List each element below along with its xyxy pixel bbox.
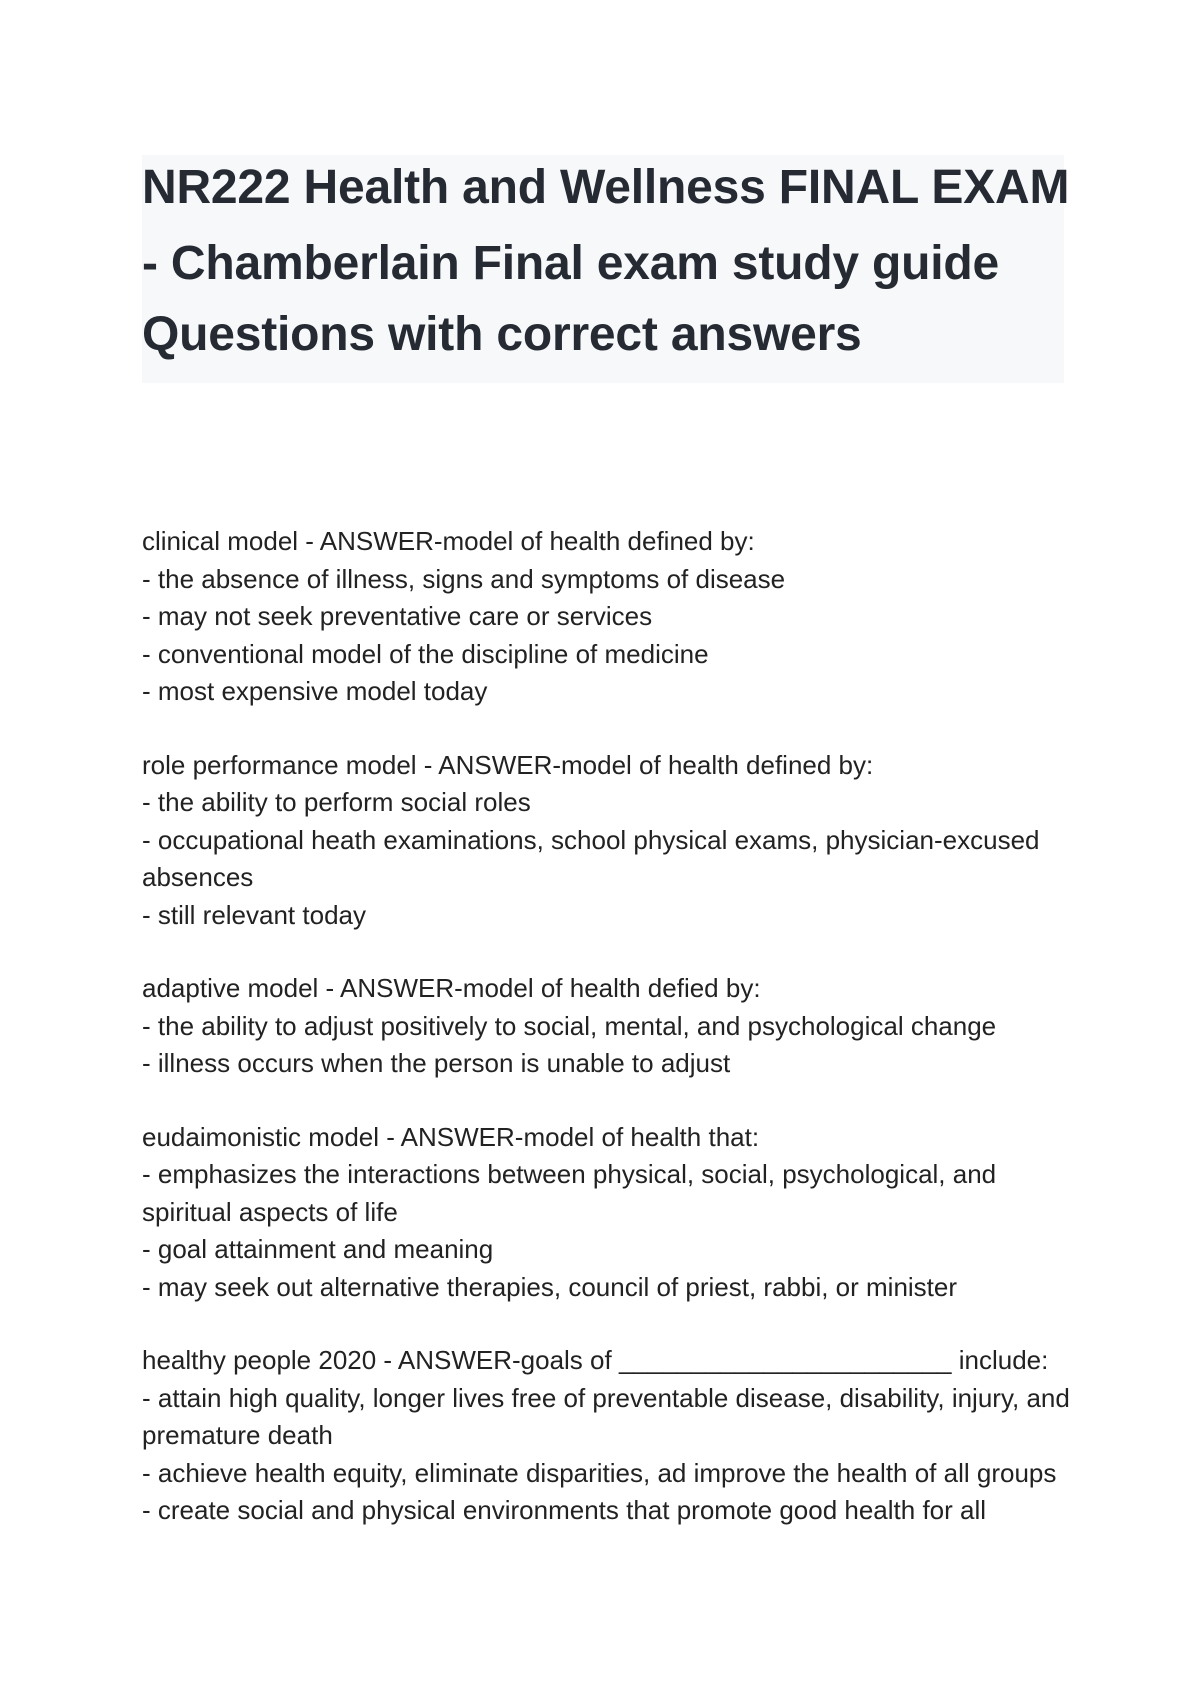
entry-line: - the ability to adjust positively to social, mental, and psychological change: [142, 1010, 997, 1041]
entry-line: - emphasizes the interactions between physical, social, psychological, and: [142, 1159, 997, 1189]
entry-line: - occupational heath examinations, school physical exams, physician-excused: [142, 824, 1040, 855]
entry-line: - may seek out alternative therapies, council of priest, rabbi, or minister: [142, 1271, 958, 1302]
entry-line: - attain high quality, longer lives free of preventable disease, disability, injury, and: [142, 1382, 1070, 1413]
entry-line: - achieve health equity, eliminate disparities, ad improve the health of all groups: [142, 1457, 1057, 1488]
qa-entry-role-performance-model: [142, 747, 1082, 935]
entry-line: healthy people 2020 - ANSWER-goals of _______________________ include:: [142, 1345, 1049, 1375]
entry-line: - illness occurs when the person is unable to adjust: [142, 1048, 731, 1078]
entry-line: - most expensive model today: [142, 676, 488, 706]
page-title-line-2: - Chamberlain Final exam study guide: [142, 237, 999, 290]
entry-line: absences: [142, 862, 254, 892]
qa-entry-eudaimonistic-model: [142, 1119, 1082, 1307]
entry-line: premature death: [142, 1420, 333, 1450]
qa-entry-clinical-model: [142, 523, 1082, 711]
entry-line: - conventional model of the discipline of medicine: [142, 638, 709, 669]
entry-line: eudaimonistic model - ANSWER-model of health that:: [142, 1121, 760, 1152]
page-title-line-1: NR222 Health and Wellness FINAL EXAM: [142, 161, 1070, 214]
title-block: [142, 155, 1070, 383]
entry-line: - goal attainment and meaning: [142, 1234, 494, 1264]
document-body: [142, 523, 1082, 1566]
entry-line: - may not seek preventative care or services: [142, 601, 653, 631]
entry-line: - still relevant today: [142, 899, 366, 930]
entry-line: adaptive model - ANSWER-model of health defied by:: [142, 973, 761, 1003]
qa-entry-healthy-people-2020: [142, 1342, 1082, 1530]
page-title-line-3: Questions with correct answers: [142, 308, 862, 361]
qa-entry-adaptive-model: [142, 970, 1082, 1083]
entry-line: spiritual aspects of life: [142, 1196, 398, 1227]
entry-line: - create social and physical environments that promote good health for all: [142, 1495, 987, 1525]
entry-line: - the ability to perform social roles: [142, 787, 531, 817]
entry-line: clinical model - ANSWER-model of health defined by:: [142, 526, 755, 556]
entry-line: role performance model - ANSWER-model of health defined by:: [142, 749, 874, 780]
entry-line: - the absence of illness, signs and symptoms of disease: [142, 563, 786, 594]
